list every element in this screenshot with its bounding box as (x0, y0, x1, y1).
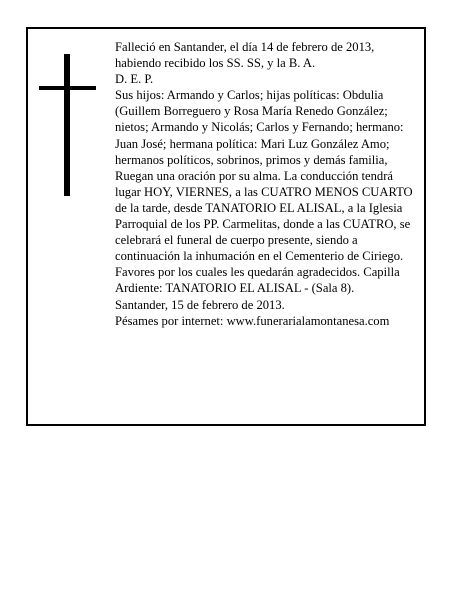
place-and-date: Santander, 15 de febrero de 2013. (115, 297, 285, 312)
family-list: Sus hijos: Armando y Carlos; hijas políticas: Obdulia (Guillem Borreguero y Rosa María Renedo González; nietos; Armando y Nicolás; Carlos y Fernando; hermano: Juan José; hermana política: Mari Luz González Amo; hermanos políticos, sobrinos, primos y demás familia, (115, 88, 404, 167)
death-announcement: Falleció en Santander, el día 14 de febrero de 2013, habiendo recibido los SS. SS, y la B. A. (115, 40, 375, 71)
cross-horizontal-bar (39, 86, 96, 90)
condolences-link: Pésames por internet: www.funerarialamontanesa.com (115, 313, 390, 328)
cross-vertical-bar (64, 54, 70, 196)
dep-line: D. E. P. (115, 72, 154, 87)
service-details: Ruegan una oración por su alma. La conducción tendrá lugar HOY, VIERNES, a las CUATRO MENOS CUARTO de la tarde, desde TANATORIO EL ALISAL, a la Iglesia Parroquial de los PP. Carmelitas, donde a las CUATRO, se celebrará el funeral de cuerpo presente, siendo a continuación la inhumación en el Cementerio de Ciriego. Favores por los cuales les quedarán agradecidos. Capilla Ardiente: TANATORIO EL ALISAL - (Sala 8). (115, 168, 413, 296)
obituary-text (115, 39, 421, 329)
